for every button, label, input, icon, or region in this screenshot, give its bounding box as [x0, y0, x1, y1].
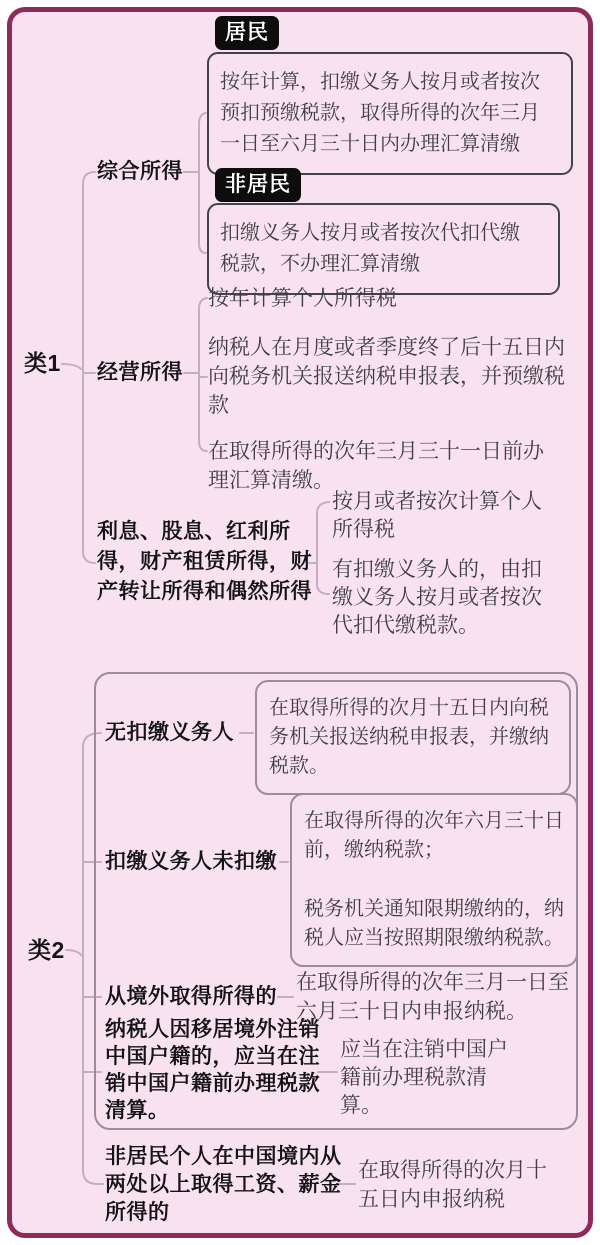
resident-rule-box [207, 52, 573, 175]
non-resident-multi-source-label [105, 1143, 342, 1227]
text-line: 向税务机关报送纳税申报表，并预缴税 [208, 365, 565, 388]
text-line: 六月三十日内申报纳税。 [296, 1000, 527, 1023]
cat2-root-label: 类2 [28, 937, 65, 963]
cat1-root-connector [62, 364, 81, 369]
business-rule-2 [208, 333, 565, 420]
text-line: 代扣代缴税款。 [332, 614, 479, 637]
text-line: 缴义务人按月或者按次 [332, 586, 542, 609]
text-line: 算。 [340, 1094, 382, 1117]
text-line: 扣缴义务人按月或者按次代扣代缴 [220, 222, 520, 244]
overseas-income-text [296, 968, 569, 1026]
business-rule-3 [208, 437, 544, 495]
comprehensive-income-label: 综合所得 [97, 160, 183, 183]
text-line: 籍前办理税款清 [340, 1066, 487, 1089]
cat1-root-label: 类1 [24, 350, 61, 376]
text-line: 所得税 [332, 518, 395, 541]
non-resident-rule-box [207, 203, 560, 295]
label-line: 纳税人因移居境外注销 [105, 1018, 320, 1041]
text-line: 按月或者按次计算个人 [332, 490, 542, 513]
agent-not-withheld-box [290, 793, 578, 967]
comprehensive-spine-line [199, 113, 206, 253]
box-paragraph [304, 807, 564, 865]
emigration-label [105, 1016, 320, 1124]
business-rule-1 [208, 284, 397, 313]
box-paragraph [304, 895, 564, 953]
agent-not-withheld-label: 扣缴义务人未扣缴 [105, 850, 277, 873]
no-withholding-agent-box [255, 680, 571, 795]
text-line: 务机关报送纳税申报表，并缴纳 [269, 726, 549, 748]
label-line: 销中国户籍前办理税款 [105, 1072, 320, 1095]
text-line: 在取得所得的次月十五日内向税 [269, 697, 549, 719]
text-line: 税人应当按照期限缴纳税款。 [304, 927, 564, 949]
text-line: 一日至六月三十日内办理汇算清缴 [220, 133, 520, 155]
label-line: 中国户籍的，应当在注 [105, 1045, 320, 1068]
text-line: 税务机关通知限期缴纳的，纳 [304, 898, 564, 920]
text-line: 有扣缴义务人的，由扣 [332, 558, 542, 581]
text-line: 前，缴纳税款； [304, 839, 444, 861]
text-line: 在取得所得的次年六月三十日 [304, 810, 564, 832]
business-spine-line [199, 298, 207, 451]
text-line: 在取得所得的次月十 [358, 1159, 547, 1182]
label-line: 利息、股息、红利所 [97, 520, 291, 543]
interest-rule-2 [332, 556, 542, 640]
text-line: 理汇算清缴。 [208, 469, 334, 492]
text-line: 税款。 [269, 755, 329, 777]
interest-spine-line [317, 502, 329, 594]
text-line: 五日内申报纳税 [358, 1188, 505, 1211]
text-line: 按年计算个人所得税 [208, 287, 397, 310]
text-line: 按年计算，扣缴义务人按月或者按次 [220, 71, 540, 93]
emigration-text [340, 1036, 508, 1120]
label-line: 清算。 [105, 1099, 170, 1122]
label-line: 所得的 [105, 1201, 170, 1224]
text-line: 税款，不办理汇算清缴 [220, 253, 420, 275]
text-line: 在取得所得的次年三月一日至 [296, 971, 569, 994]
text-line: 预扣预缴税款，取得所得的次年三月 [220, 102, 540, 124]
label-line: 产转让所得和偶然所得 [97, 580, 312, 603]
interest-dividend-label [97, 517, 312, 607]
business-income-label: 经营所得 [97, 361, 183, 384]
cat2-root-connector [66, 950, 82, 956]
label-line: 两处以上取得工资、薪金 [105, 1173, 342, 1196]
text-line: 纳税人在月度或者季度终了后十五日内 [208, 336, 565, 359]
resident-tag: 居民 [215, 16, 279, 50]
overseas-income-label: 从境外取得所得的 [105, 985, 277, 1008]
label-line: 得，财产租赁所得，财 [97, 550, 312, 573]
non-resident-multi-source-text [358, 1156, 547, 1214]
text-line: 应当在注销中国户 [340, 1038, 508, 1061]
label-line: 非居民个人在中国境内从 [105, 1145, 342, 1168]
text-line: 款 [208, 394, 229, 417]
non-resident-tag: 非居民 [215, 168, 301, 202]
interest-rule-1 [332, 488, 542, 544]
text-line: 在取得所得的次年三月三十一日前办 [208, 440, 544, 463]
cat1-spine-line [83, 172, 95, 563]
no-withholding-agent-label: 无扣缴义务人 [105, 721, 234, 744]
